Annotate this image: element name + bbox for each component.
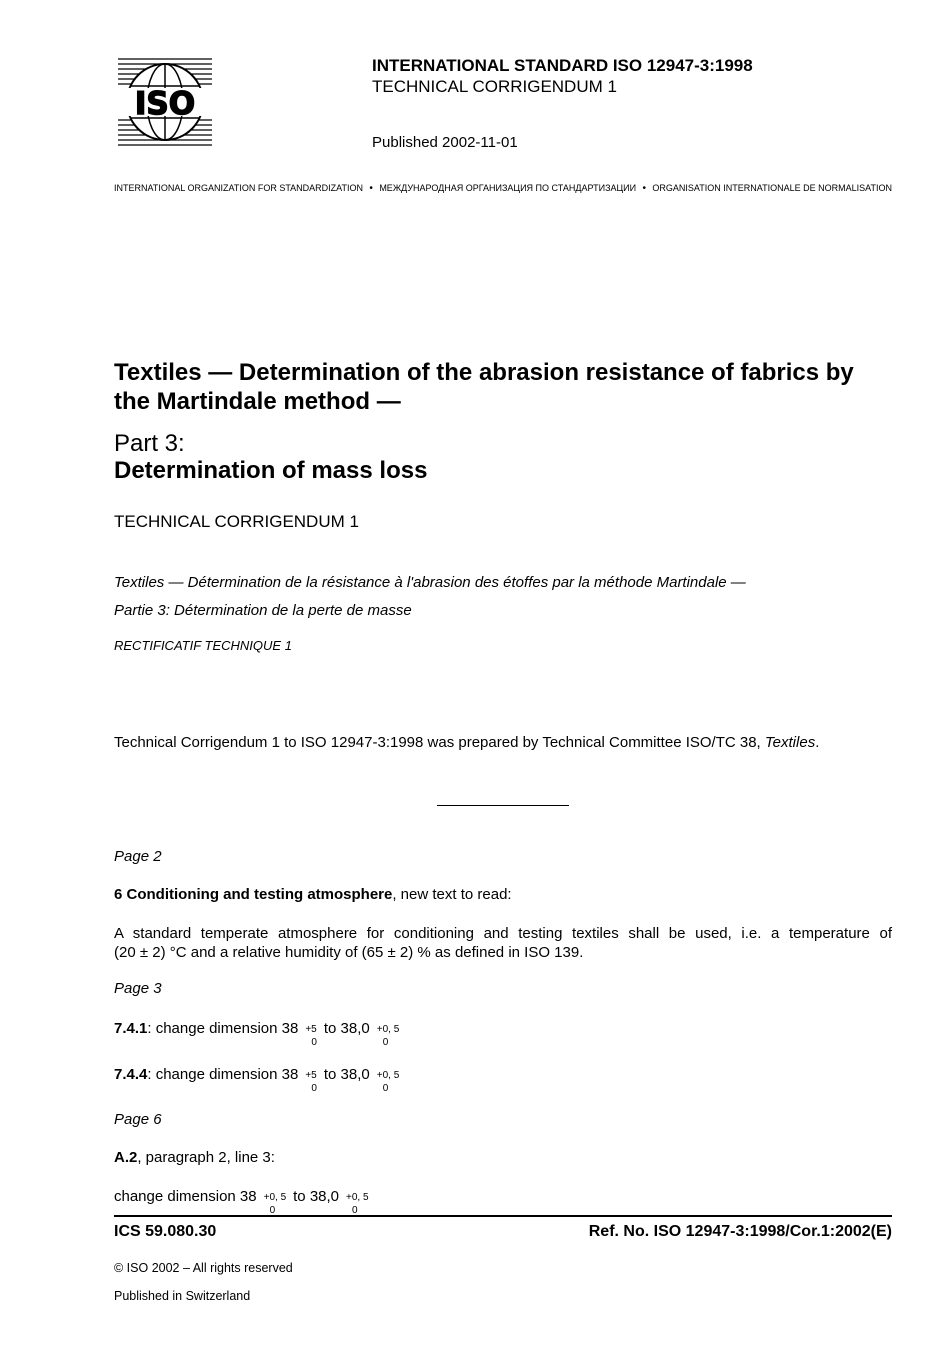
- clause-6-line-2: (20 ± 2) °C and a relative humidity of (65 ± 2) % as defined in ISO 139.: [114, 944, 584, 961]
- iso-logo-text: ISO: [134, 86, 196, 122]
- org-name-english: INTERNATIONAL ORGANIZATION FOR STANDARDIZATION: [114, 183, 364, 193]
- tolerance-upper: +5: [305, 1024, 317, 1035]
- annex-a2-heading: [114, 1149, 275, 1166]
- tolerance-upper: +0, 5: [346, 1192, 369, 1203]
- tolerance-upper: +0, 5: [376, 1024, 400, 1035]
- french-corrigendum-label: RECTIFICATIF TECHNIQUE 1: [114, 638, 292, 653]
- iso-logo-icon: [116, 56, 214, 148]
- preparation-statement: [114, 734, 819, 751]
- clause-6-title: 6 Conditioning and testing atmosphere: [114, 886, 393, 903]
- change-text: : change dimension 38: [147, 1020, 299, 1037]
- clause-6-suffix: , new text to read:: [392, 886, 512, 903]
- tolerance-upper: +0, 5: [263, 1192, 287, 1203]
- annex-ref: A.2: [114, 1149, 138, 1166]
- tolerance-lower: 0: [311, 1037, 317, 1048]
- copyright-notice: © ISO 2002 – All rights reserved: [114, 1261, 293, 1275]
- reference-number: Ref. No. ISO 12947-3:1998/Cor.1:2002(E): [588, 1223, 892, 1240]
- tolerance-lower: 0: [352, 1205, 358, 1216]
- part-label: Part 3:: [114, 430, 185, 457]
- clause-7-4-4: [114, 1066, 406, 1093]
- tolerance-lower: 0: [311, 1083, 317, 1094]
- org-name-french: ORGANISATION INTERNATIONALE DE NORMALISATION: [652, 183, 892, 193]
- old-tolerance: [305, 1070, 317, 1094]
- ics-code: ICS 59.080.30: [114, 1223, 217, 1240]
- organization-names: [114, 183, 892, 194]
- tolerance-lower: 0: [382, 1083, 389, 1094]
- corrigendum-label: TECHNICAL CORRIGENDUM 1: [372, 77, 617, 96]
- published-date: Published 2002-11-01: [372, 134, 518, 151]
- clause-6-heading: [114, 886, 512, 903]
- clause-6-line-1: A standard temperate atmosphere for conditioning and testing textiles shall be used, i.e. a temperature of: [114, 925, 892, 942]
- document-main-title: Textiles — Determination of the abrasion resistance of fabrics by the Martindale method —: [114, 359, 854, 415]
- preparation-end: .: [815, 734, 820, 751]
- french-part-title: Partie 3: Détermination de la perte de masse: [114, 602, 412, 619]
- clause-ref: 7.4.4: [114, 1066, 148, 1083]
- clause-ref: 7.4.1: [114, 1020, 148, 1037]
- bullet-separator: •: [369, 183, 373, 194]
- section-divider: [437, 805, 569, 806]
- to-text: to 38,0: [293, 1188, 340, 1205]
- page-reference-3: Page 3: [114, 980, 162, 997]
- bullet-separator: •: [642, 183, 647, 194]
- tolerance-lower: 0: [269, 1205, 276, 1216]
- new-tolerance: [346, 1192, 369, 1216]
- clause-6-paragraph: [114, 924, 892, 962]
- page-reference-2: Page 2: [114, 848, 162, 865]
- technical-corrigendum-label: TECHNICAL CORRIGENDUM 1: [114, 512, 359, 531]
- old-tolerance: [263, 1192, 287, 1216]
- committee-name: Textiles: [764, 734, 816, 751]
- to-text: to 38,0: [323, 1066, 370, 1083]
- annex-suffix: , paragraph 2, line 3:: [137, 1149, 275, 1166]
- tolerance-upper: +5: [305, 1070, 317, 1081]
- old-tolerance: [305, 1024, 317, 1048]
- org-name-russian: МЕЖДУНАРОДНАЯ ОРГАНИЗАЦИЯ ПО СТАНДАРТИЗАЦИИ: [379, 183, 637, 193]
- preparation-text: Technical Corrigendum 1 to ISO 12947-3:1998 was prepared by Technical Committee ISO/TC 38,: [114, 734, 765, 751]
- change-text: change dimension 38: [114, 1188, 257, 1205]
- annex-a2-change: [114, 1188, 376, 1215]
- change-text: : change dimension 38: [147, 1066, 299, 1083]
- published-in: Published in Switzerland: [114, 1289, 251, 1303]
- footer-rule: [114, 1215, 892, 1217]
- new-tolerance: [376, 1024, 400, 1048]
- new-tolerance: [376, 1070, 400, 1094]
- standard-title: INTERNATIONAL STANDARD ISO 12947-3:1998: [372, 56, 753, 75]
- part-title: Determination of mass loss: [114, 457, 428, 484]
- iso-logo: [116, 56, 214, 148]
- tolerance-lower: 0: [382, 1037, 389, 1048]
- clause-7-4-1: [114, 1020, 406, 1047]
- tolerance-upper: +0, 5: [376, 1070, 400, 1081]
- page-reference-6: Page 6: [114, 1111, 162, 1128]
- to-text: to 38,0: [323, 1020, 370, 1037]
- french-title: Textiles — Détermination de la résistance à l'abrasion des étoffes par la méthode Martindale —: [114, 574, 746, 591]
